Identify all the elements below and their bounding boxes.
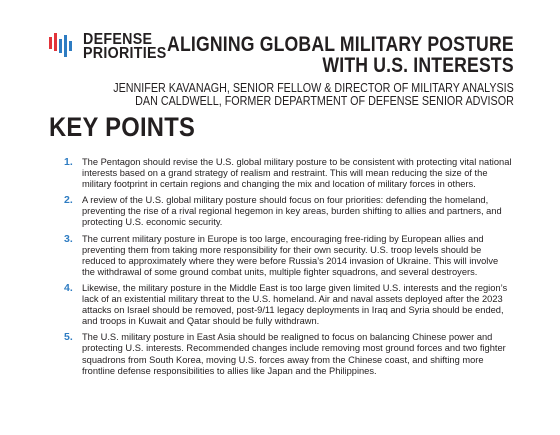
key-point-number: 4.: [64, 281, 73, 294]
logo-line-2: PRIORITIES: [83, 45, 167, 62]
title-line-1: ALIGNING GLOBAL MILITARY POSTURE: [167, 33, 514, 56]
key-point-1: [64, 157, 512, 190]
key-points-list: [64, 157, 512, 382]
logo-bars-icon: [49, 33, 77, 59]
key-points-heading-text: KEY POINTS: [49, 112, 196, 142]
key-point-text: Likewise, the military posture in the Middle East is too large given limited U.S. interests and the region’s lack of an existential military threat to the U.S. homeland. Air and naval assets deployed after the 2023 attacks on Israel should be removed, post-9/11 legacy deployments in Iraq and Syria should be ended, and troops in Kuwait and Qatar should be fully withdrawn.: [82, 282, 508, 327]
author-2: DAN CALDWELL, FORMER DEPARTMENT OF DEFENSE SENIOR ADVISOR: [135, 94, 514, 108]
key-point-text: A review of the U.S. global military posture should focus on four priorities: defending the homeland, preventing the rise of a rival regional hegemon in key areas, burden shifting to allies and partners, and protecting U.S. economic security.: [82, 195, 502, 228]
title-line-2: WITH U.S. INTERESTS: [322, 54, 514, 77]
key-point-5: [64, 332, 512, 376]
authors-block: [48, 82, 514, 108]
key-point-number: 1.: [64, 156, 73, 168]
key-point-number: 3.: [64, 232, 73, 245]
document-title: [101, 34, 514, 76]
key-points-heading: [49, 112, 215, 143]
key-point-text: The U.S. military posture in East Asia should be realigned to focus on balancing Chinese power and protecting U.S. interests. Recommended changes include removing most ground forces and two fighter squadrons from South Korea, moving U.S. forces away from the Chinese coast, and shifting more frontline defense responsibilities to allies like Japan and the Philippines.: [82, 332, 506, 376]
key-point-2: [64, 195, 512, 228]
key-point-3: [64, 234, 512, 278]
key-point-number: 2.: [64, 194, 73, 207]
key-point-text: The current military posture in Europe is too large, encouraging free-riding by European allies and preventing them from taking more responsibility for their own security. U.S. troop levels should be reduced to approximately where they were before Russia’s 2014 invasion of Ukraine. This will involve the withdrawal of some ground combat units, multiple fighter squadrons, and several destroyers.: [82, 233, 499, 277]
key-point-number: 5.: [64, 331, 73, 344]
logo-line-1: DEFENSE: [83, 31, 153, 48]
key-point-text: The Pentagon should revise the U.S. global military posture to be consistent with protecting vital national interests based on a grand strategy of realism and restraint. This will mean reducing the size of the military footprint in certain regions and changing the mix and location of military forces in others.: [82, 157, 512, 190]
author-1: JENNIFER KAVANAGH, SENIOR FELLOW & DIRECTOR OF MILITARY ANALYSIS: [113, 81, 514, 95]
key-point-4: [64, 283, 512, 327]
